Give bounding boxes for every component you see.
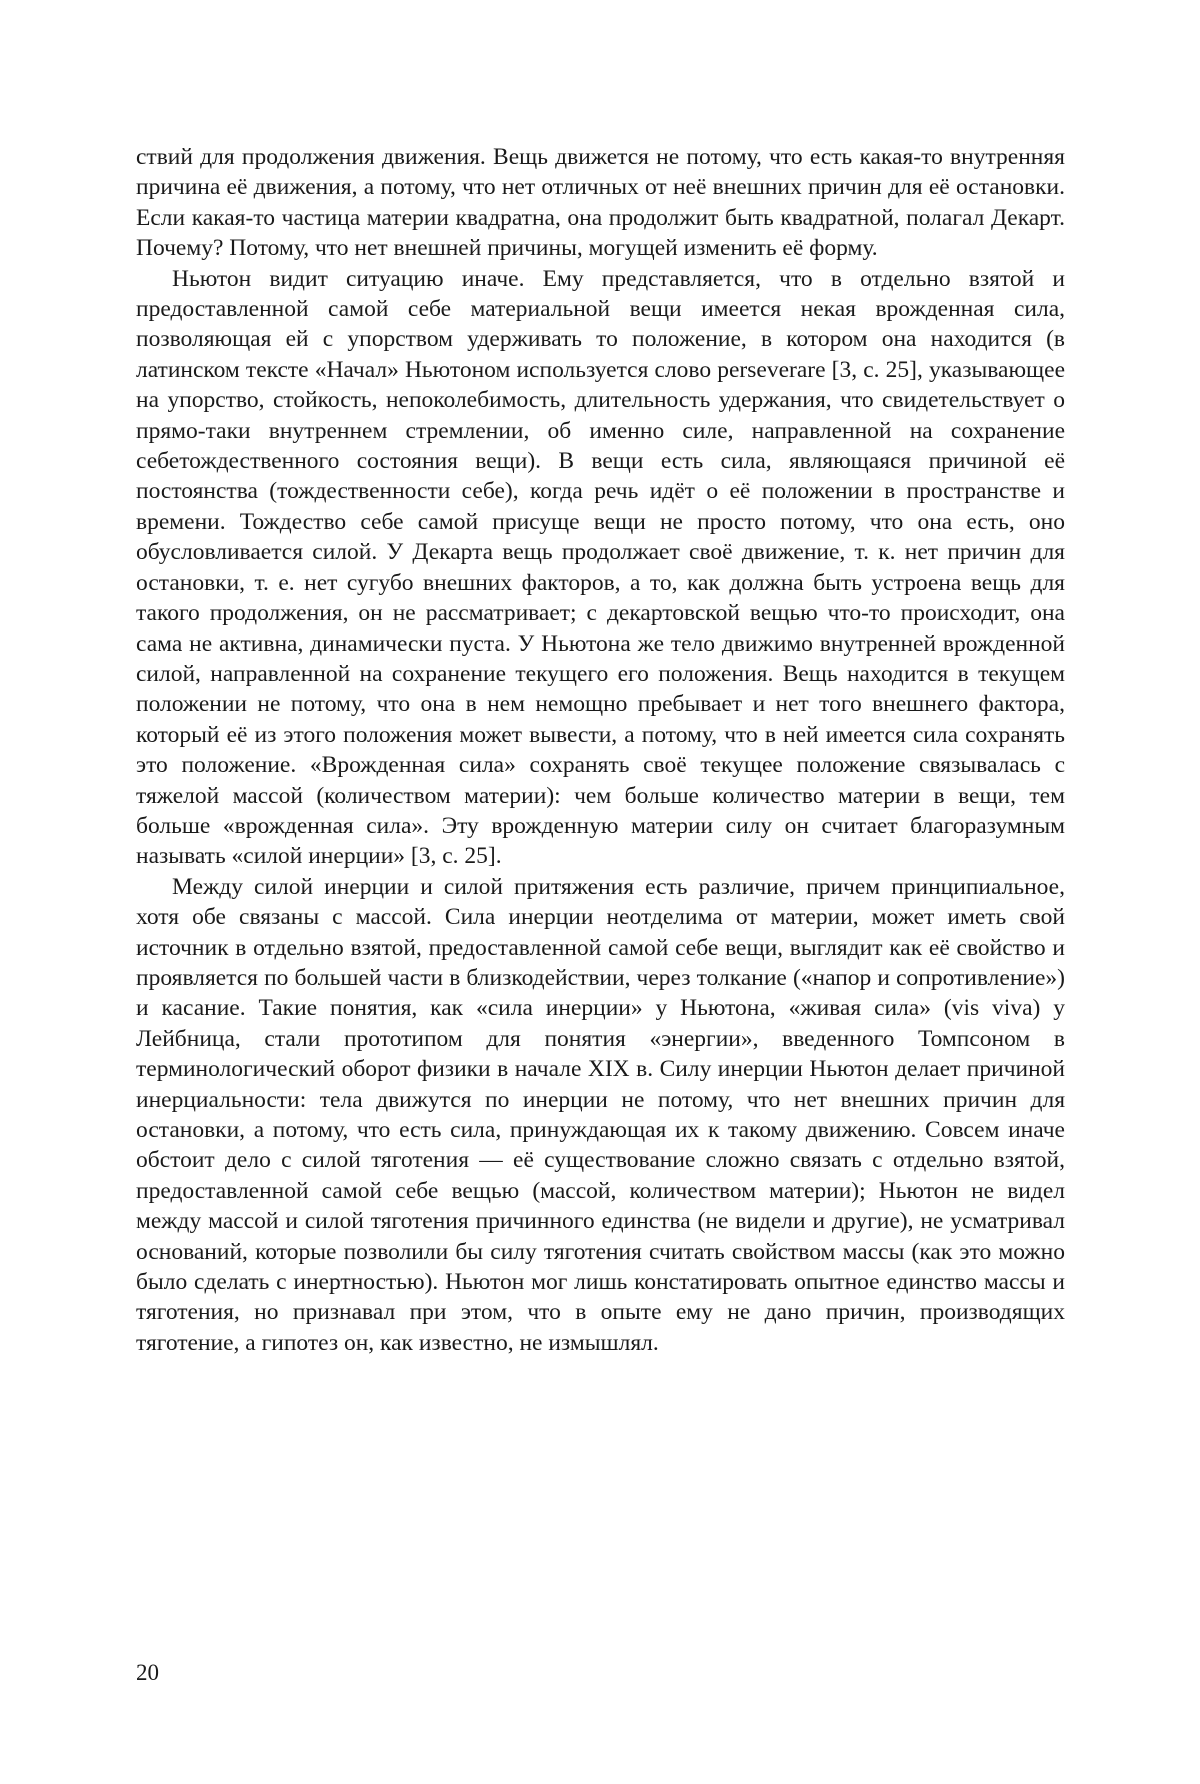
paragraph-newton-inborn-force: Ньютон видит ситуацию иначе. Ему представляется, что в отдельно взятой и предоставленной самой себе материальной вещи имеется некая врожденная сила, позволяющая ей с упорством удерживать то положение, в котором она находится (в латинском тексте «Начал» Ньютоном используется слово perseverare [3, с. 25], указывающее на упорство, стойкость, непоколебимость, длительность удержания, что свидетельствует о прямо-таки внутреннем стремлении, об именно силе, направленной на сохранение себетождественного состояния вещи). В вещи есть сила, являющаяся причиной её постоянства (тождественности себе), когда речь идёт о её положении в пространстве и времени. Тождество себе самой присуще вещи не просто потому, что она есть, оно обусловливается силой. У Декарта вещь продолжает своё движение, т. к. нет причин для остановки, т. е. нет сугубо внешних факторов, а то, как должна быть устроена вещь для такого продолжения, он не рассматривает; с декартовской вещью что-то происходит, она сама не активна, динамически пуста. У Ньютона же тело движимо внутренней врожденной силой, направленной на сохранение текущего его положения. Вещь находится в текущем положении не потому, что она в нем немощно пребывает и нет того внешнего фактора, который её из этого положения может вывести, а потому, что в ней имеется сила сохранять это положение. «Врожденная сила» сохранять своё текущее положение связывалась с тяжелой массой (количеством материи): чем больше количество материи в вещи, тем больше «врожденная сила». Эту врожденную материи силу он считает благоразумным называть «силой инерции» [3, с. 25]. bbox=[136, 264, 1065, 872]
page-number: 20 bbox=[136, 1660, 159, 1686]
paragraph-continuation: ствий для продолжения движения. Вещь движется не потому, что есть какая-то внутренняя причина её движения, а потому, что нет отличных от неё внешних причин для её остановки. Если какая-то частица материи квадратна, она продолжит быть квадратной, полагал Декарт. Почему? Потому, что нет внешней причины, могущей изменить её форму. bbox=[136, 142, 1065, 264]
paragraph-inertia-vs-gravity: Между силой инерции и силой притяжения есть различие, причем принципиальное, хотя обе связаны с массой. Сила инерции неотделима от материи, может иметь свой источник в отдельно взятой, предоставленной самой себе вещи, выглядит как её свойство и проявляется по большей части в близкодействии, через толкание («напор и сопротивление») и касание. Такие понятия, как «сила инерции» у Ньютона, «живая сила» (vis viva) у Лейбница, стали прототипом для понятия «энергии», введенного Томпсоном в терминологический оборот физики в начале XIX в. Силу инерции Ньютон делает причиной инерциальности: тела движутся по инерции не потому, что нет внешних причин для остановки, а потому, что есть сила, принуждающая их к такому движению. Совсем иначе обстоит дело с силой тяготения — её существование сложно связать с отдельно взятой, предоставленной самой себе вещью (массой, количеством материи); Ньютон не видел между массой и силой тяготения причинного единства (не видели и другие), не усматривал оснований, которые позволили бы силу тяготения считать свойством массы (как это можно было сделать с инертностью). Ньютон мог лишь констатировать опытное единство массы и тяготения, но признавал при этом, что в опыте ему не дано причин, производящих тяготение, а гипотез он, как известно, не измышлял. bbox=[136, 872, 1065, 1359]
body-text bbox=[136, 142, 1065, 1358]
book-page bbox=[0, 0, 1200, 1784]
